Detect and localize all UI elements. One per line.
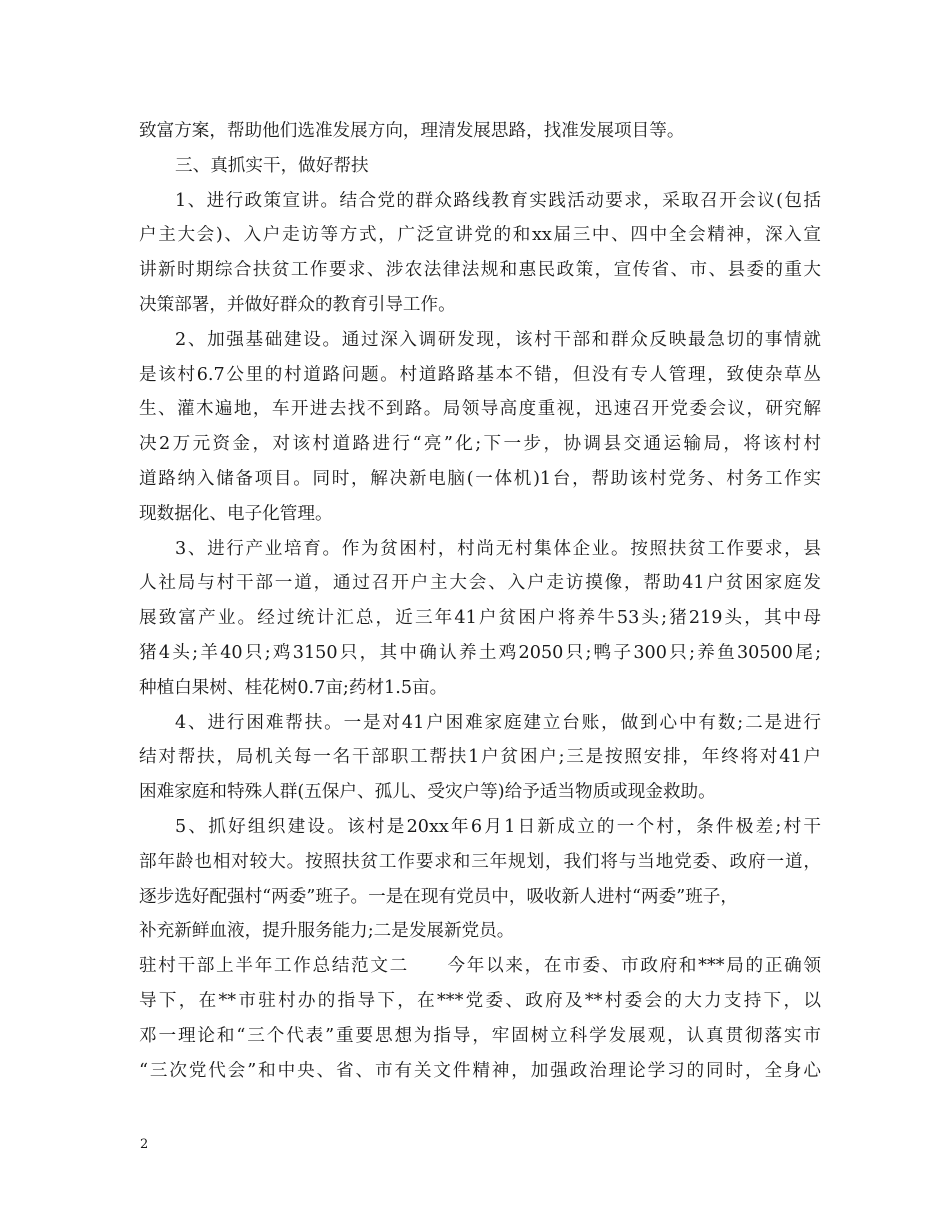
text-line: 决策部署，并做好群众的教育引导工作。 <box>139 294 456 315</box>
text-line: 猪4头;羊40只;鸡3150只，其中确认养土鸡2050只;鸭子300只;养鱼30500尾; <box>139 642 821 663</box>
body-text <box>139 114 821 1088</box>
text-line: 3、进行产业培育。作为贫困村，村尚无村集体企业。按照扶贫工作要求，县 <box>175 538 821 559</box>
text-line: 三、真抓实干，做好帮扶 <box>175 155 369 176</box>
text-line: 1、进行政策宣讲。结合党的群众路线教育实践活动要求，采取召开会议(包括 <box>175 190 821 211</box>
text-line: “三次党代会”和中央、省、市有关文件精神，加强政治理论学习的同时，全身心 <box>139 1060 821 1081</box>
text-line: 5、抓好组织建设。该村是20xx年6月1日新成立的一个村，条件极差;村干 <box>175 816 821 837</box>
page-number: 2 <box>140 1137 149 1152</box>
text-line: 决2万元资金，对该村道路进行“亮”化;下一步，协调县交通运输局，将该村村 <box>139 434 821 455</box>
text-line: 部年龄也相对较大。按照扶贫工作要求和三年规划，我们将与当地党委、政府一道， <box>139 851 821 872</box>
text-line: 导下，在**市驻村办的指导下，在***党委、政府及**村委会的大力支持下，以 <box>139 990 821 1011</box>
text-line: 道路纳入储备项目。同时，解决新电脑(一体机)1台，帮助该村党务、村务工作实 <box>139 468 821 489</box>
text-line: 4、进行困难帮扶。一是对41户困难家庭建立台账，做到心中有数;二是进行 <box>175 712 821 733</box>
text-line: 2、加强基础建设。通过深入调研发现，该村干部和群众反映最急切的事情就 <box>175 329 821 350</box>
text-line: 户主大会)、入户走访等方式，广泛宣讲党的和xx届三中、四中全会精神，深入宣 <box>139 225 821 246</box>
text-line: 展致富产业。经过统计汇总，近三年41户贫困户将养牛53头;猪219头，其中母 <box>139 608 821 629</box>
text-line: 是该村6.7公里的村道路问题。村道路路基本不错，但没有专人管理，致使杂草丛 <box>139 364 821 385</box>
text-line: 补充新鲜血液，提升服务能力;二是发展新党员。 <box>139 921 515 942</box>
text-line: 困难家庭和特殊人群(五保户、孤儿、受灾户等)给予适当物质或现金救助。 <box>139 782 716 803</box>
text-line: 结对帮扶，局机关每一名干部职工帮扶1户贫困户;三是按照安排，年终将对41户 <box>139 747 821 768</box>
text-line: 生、灌木遍地，车开进去找不到路。局领导高度重视，迅速召开党委会议，研究解 <box>139 399 821 420</box>
text-line: 种植白果树、桂花树0.7亩;药材1.5亩。 <box>139 677 448 698</box>
text-line: 致富方案，帮助他们选准发展方向，理清发展思路，找准发展项目等。 <box>139 121 685 141</box>
text-line: 驻村干部上半年工作总结范文二 今年以来，在市委、市政府和***局的正确领 <box>139 956 821 977</box>
text-line: 讲新时期综合扶贫工作要求、涉农法律法规和惠民政策，宣传省、市、县委的重大 <box>139 260 821 281</box>
text-line: 逐步选好配强村“两委”班子。一是在现有党员中，吸收新人进村“两委”班子， <box>139 886 738 907</box>
text-line: 现数据化、电子化管理。 <box>139 503 333 524</box>
text-line: 人社局与村干部一道，通过召开户主大会、入户走访摸像，帮助41户贫困家庭发 <box>139 573 821 594</box>
text-line: 邓一理论和“三个代表”重要思想为指导，牢固树立科学发展观，认真贯彻落实市 <box>139 1025 821 1046</box>
